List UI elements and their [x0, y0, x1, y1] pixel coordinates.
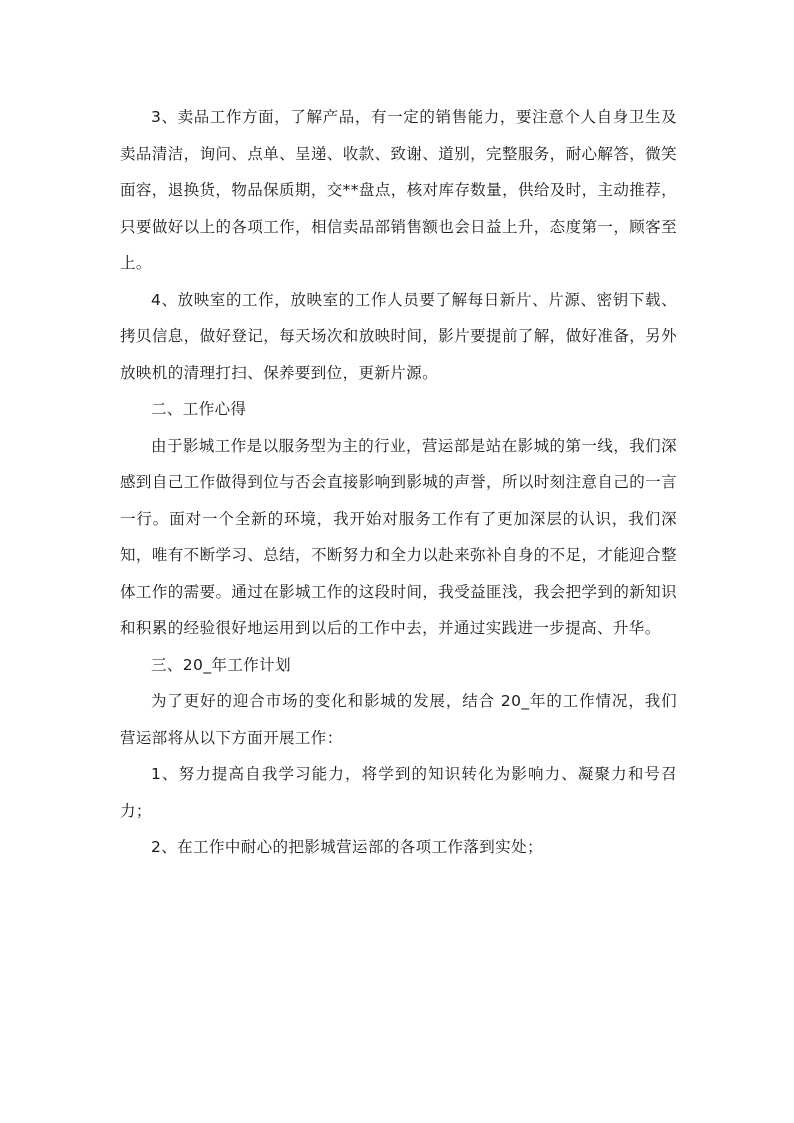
paragraph-work-experience: 由于影城工作是以服务型为主的行业，营运部是站在影城的第一线，我们深感到自己工作做得到位与否会直接影响到影城的声誉，所以时刻注意自己的一言一行。面对一个全新的环境，我开始对服务工作有了更加深层的认识，我们深知，唯有不断学习、总结，不断努力和全力以赴来弥补自身的不足，才能迎合整体工作的需要。通过在影城工作的这段时间，我受益匪浅，我会把学到的新知识和积累的经验很好地运用到以后的工作中去，并通过实践进一步提高、升华。 — [120, 436, 677, 637]
section-heading-work-plan: 三、20_年工作计划 — [151, 655, 291, 674]
section-heading-work-experience: 二、工作心得 — [151, 400, 247, 418]
paragraph-concession-work: 3、卖品工作方面，了解产品，有一定的销售能力，要注意个人自身卫生及卖品清洁，询问、点单、呈递、收款、致谢、道别，完整服务，耐心解答，微笑面容，退换货，物品保质期，交**盘点，核对库存数量，供给及时，主动推荐，只要做好以上的各项工作，相信卖品部销售额也会日益上升，态度第一，顾客至上。 — [120, 108, 677, 272]
paragraph-plan-intro: 为了更好的迎合市场的变化和影城的发展，结合 20_年的工作情况，我们营运部将从以下方面开展工作： — [120, 692, 677, 747]
paragraph-projection-room: 4、放映室的工作，放映室的工作人员要了解每日新片、片源、密钥下载、拷贝信息，做好登记，每天场次和放映时间，影片要提前了解，做好准备，另外放映机的清理打扫、保养要到位，更新片源。 — [120, 290, 677, 382]
paragraph-plan-item-1: 1、努力提高自我学习能力，将学到的知识转化为影响力、凝聚力和号召力； — [120, 765, 677, 820]
paragraph-plan-item-2: 2、在工作中耐心的把影城营运部的各项工作落到实处； — [151, 838, 543, 856]
document-body — [120, 99, 677, 866]
